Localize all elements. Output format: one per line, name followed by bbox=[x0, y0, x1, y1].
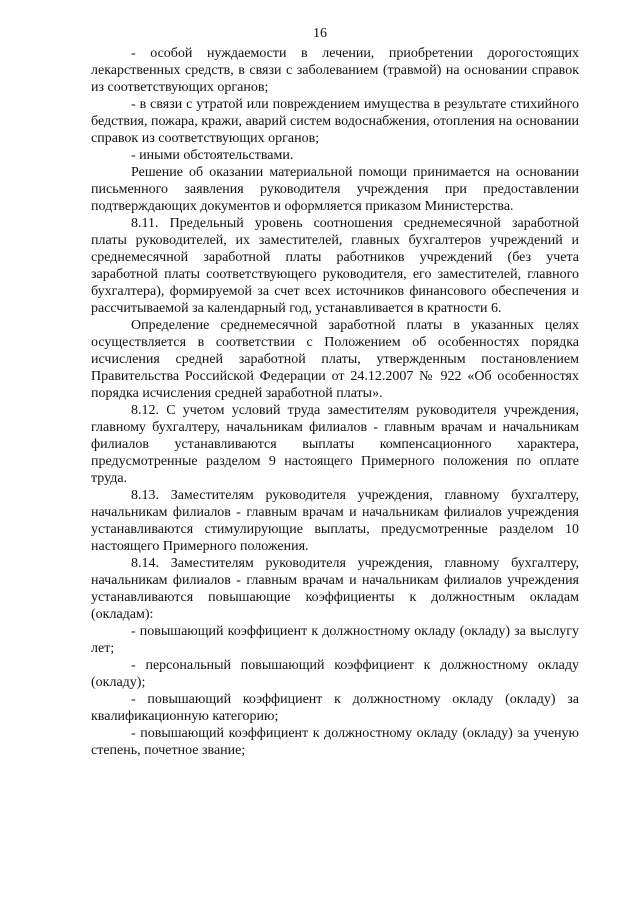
list-item-qualification-coefficient: - повышающий коэффициент к должностному окладу (окладу) за квалификационную категорию; bbox=[91, 692, 579, 724]
paragraph-8-11: 8.11. Предельный уровень соотношения среднемесячной заработной платы руководителей, их заместителей, главных бухгалтеров учреждений и среднемесячной заработной платы работников учреждений (без учета заработной платы соответствующего руководителя, его заместителей, главного бухгалтера), формируемой за счет всех источников финансового обеспечения и рассчитываемой за календарный год, устанавливается в кратности 6. bbox=[91, 216, 579, 316]
paragraph-other-circumstances: - иными обстоятельствами. bbox=[131, 148, 294, 163]
paragraph-8-12: 8.12. С учетом условий труда заместителям руководителя учреждения, главному бухгалтеру, начальникам филиалов - главным врачам и начальникам филиалов устанавливаются выплаты компенсационного характера, предусмотренные разделом 9 настоящего Примерного положения по оплате труда. bbox=[91, 403, 579, 486]
list-item-degree-coefficient: - повышающий коэффициент к должностному окладу (окладу) за ученую степень, почетное звание; bbox=[91, 726, 579, 758]
paragraph-average-salary: Определение среднемесячной заработной платы в указанных целях осуществляется в соответствии с Положением об особенностях порядка исчисления средней заработной платы, утвержденным постановлением Правительства Российской Федерации от 24.12.2007 № 922 «Об особенностях порядка исчисления средней заработной платы». bbox=[91, 318, 579, 401]
page-number: 16 bbox=[313, 26, 327, 41]
paragraph-property-loss: - в связи с утратой или повреждением имущества в результате стихийного бедствия, пожара, кражи, аварий систем водоснабжения, отопления на основании справок из соответствующих органов; bbox=[91, 97, 579, 146]
paragraph-8-14: 8.14. Заместителям руководителя учреждения, главному бухгалтеру, начальникам филиалов - главным врачам и начальникам филиалов учреждения устанавливаются повышающие коэффициенты к должностным окладам (окладам): bbox=[91, 556, 579, 622]
list-item-personal-coefficient: - персональный повышающий коэффициент к должностному окладу (окладу); bbox=[91, 658, 579, 690]
paragraph-8-13: 8.13. Заместителям руководителя учреждения, главному бухгалтеру, начальникам филиалов - главным врачам и начальникам филиалов учреждения устанавливаются стимулирующие выплаты, предусмотренные разделом 10 настоящего Примерного положения. bbox=[91, 488, 579, 554]
paragraph-treatment-need: - особой нуждаемости в лечении, приобретении дорогостоящих лекарственных средств, в связи с заболеванием (травмой) на основании справок из соответствующих органов; bbox=[91, 46, 579, 95]
list-item-seniority-coefficient: - повышающий коэффициент к должностному окладу (окладу) за выслугу лет; bbox=[91, 624, 579, 656]
document-body bbox=[91, 45, 579, 759]
paragraph-assistance-decision: Решение об оказании материальной помощи принимается на основании письменного заявления руководителя учреждения при предоставлении подтверждающих документов и оформляется приказом Министерства. bbox=[91, 165, 579, 214]
